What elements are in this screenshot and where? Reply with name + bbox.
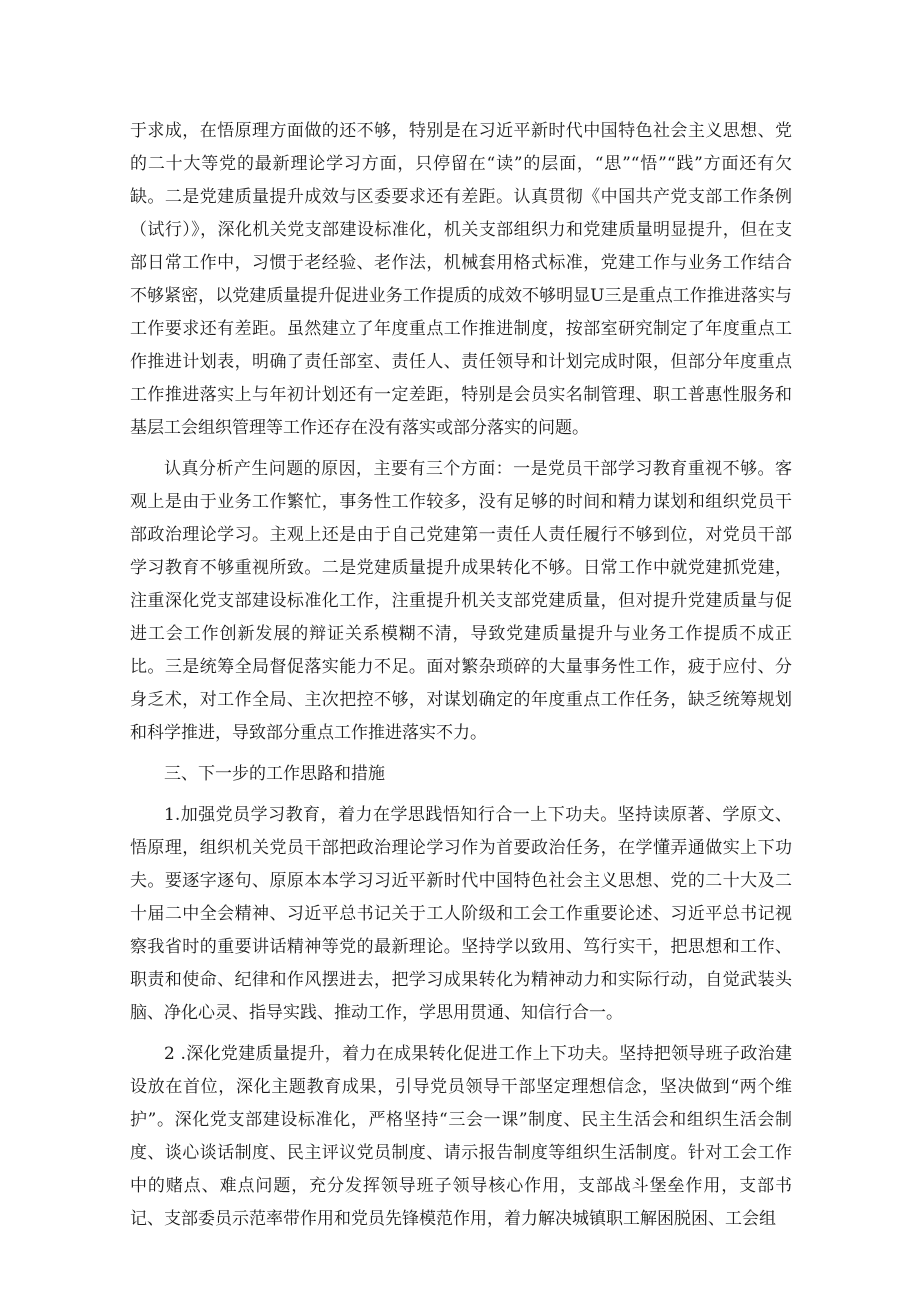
paragraph-measure-2: 2 .深化党建质量提升，着力在成果转化促进工作上下功夫。坚持把领导班子政治建设放在首位，深化主题教育成果，引导党员领导干部坚定理想信念，坚决做到“两个维护”。深化党支部建设标准化，严格坚持“三会一课”制度、民主生活会和组织生活会制度、谈心谈话制度、民主评议党员制度、请示报告制度等组织生活制度。针对工会工作中的赌点、难点问题，充分发挥领导班子领导核心作用，支部战斗堡垒作用，支部书记、支部委员示范率带作用和党员先锋模范作用，着力解决城镇职工解困脱困、工会组 <box>130 1044 792 1229</box>
paragraph-measure-1: 1.加强党员学习教育，着力在学思践悟知行合一上下功夫。坚持读原著、学原文、悟原理，组织机关党员干部把政治理论学习作为首要政治任务，在学懂弄通做实上下功夫。要逐字逐句、原原本本学习习近平新时代中国特色社会主义思想、党的二十大及二十届二中全会精神、习近平总书记关于工人阶级和工会工作重要论述、习近平总书记视察我省时的重要讲话精神等党的最新理论。坚持学以致用、笃行实干，把思想和工作、职责和使命、纪律和作风摆进去，把学习成果转化为精神动力和实际行动，自觉武装头脑、净化心灵、指导实践、推动工作，学思用贯通、知信行合一。 <box>130 805 792 1023</box>
paragraph-problems-continued: 于求成，在悟原理方面做的还不够，特别是在习近平新时代中国特色社会主义思想、党的二十大等党的最新理论学习方面，只停留在“读”的层面，“思”“悟”“践”方面还有欠缺。二是党建质量提升成效与区委要求还有差距。认真贯彻《中国共产党支部工作条例（试行）》，深化机关党支部建设标准化，机关支部组织力和党建质量明显提升，但在支部日常工作中，习惯于老经验、老作法，机械套用格式标准，党建工作与业务工作结合不够紧密，以党建质量提升促进业务工作提质的成效不够明显U三是重点工作推进落实与工作要求还有差距。虽然建立了年度重点工作推进制度，按部室研究制定了年度重点工作推进计划表，明确了责任部室、责任人、责任领导和计划完成时限，但部分年度重点工作推进落实上与年初计划还有一定差距，特别是会员实名制管理、职工普惠性服务和基层工会组织管理等工作还存在没有落实或部分落实的问题。 <box>130 121 792 438</box>
paragraph-causes-analysis: 认真分析产生问题的原因，主要有三个方面：一是党员干部学习教育重视不够。客观上是由于业务工作繁忙，事务性工作较多，没有足够的时间和精力谋划和组织党员干部政治理论学习。主观上还是由于自己党建第一责任人责任履行不够到位，对党员干部学习教育不够重视所致。二是党建质量提升成果转化不够。日常工作中就党建抓党建，注重深化党支部建设标准化工作，注重提升机关支部党建质量，但对提升党建质量与促进工会工作创新发展的辩证关系模糊不清，导致党建质量提升与业务工作提质不成正比。三是统筹全局督促落实能力不足。面对繁杂琐碎的大量事务性工作，疲于应付、分身乏术，对工作全局、主次把控不够，对谋划确定的年度重点工作任务，缺乏统筹规划和科学推进，导致部分重点工作推进落实不力。 <box>130 459 792 743</box>
section-heading-next-steps: 三、下一步的工作思路和措施 <box>164 764 385 784</box>
document-body <box>130 115 792 1236</box>
